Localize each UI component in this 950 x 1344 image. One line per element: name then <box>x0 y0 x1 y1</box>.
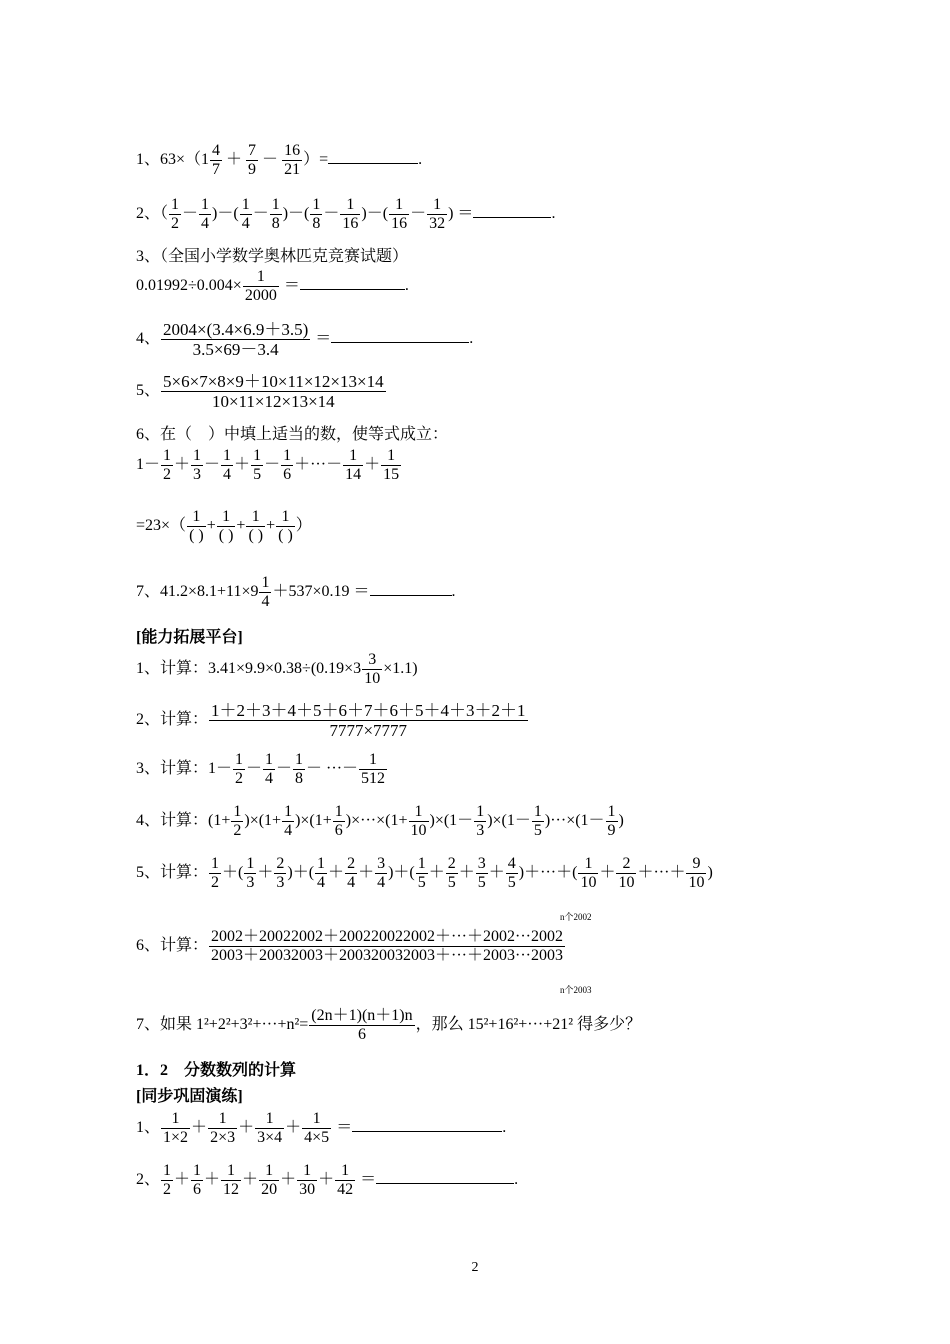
frac-num: 1 <box>284 803 293 820</box>
frac-num: (2n＋1)(n＋1)n <box>311 1007 413 1024</box>
r2-lead: 2、 <box>136 1171 161 1189</box>
frac-den: 14 <box>345 465 362 483</box>
frac-den: 4 <box>261 592 270 610</box>
exercise-2: 2、 $\frac{1}{2}$ ＋ $\frac{1}{6}$ ＋ $\frac{1}{12}$ ＋ $\frac{1}{20}$ ＋ $\frac{1}{30}$ ＋ $\frac{1}{42}$ ＝ . <box>136 1162 519 1198</box>
problem-6b: =23×（ $\frac{1}{( )}$ + $\frac{1}{( )}$ + $\frac{1}{( )}$ + $\frac{1}{( )}$ ） <box>136 508 312 544</box>
frac-den: 5 <box>507 873 516 891</box>
period: . <box>469 330 474 348</box>
frac-den: 1×2 <box>163 1128 189 1146</box>
p1-tail: ）= <box>303 151 329 169</box>
frac-num: 1 <box>414 803 423 820</box>
frac-num: 1 <box>281 508 290 525</box>
frac-num: 1 <box>193 447 202 464</box>
q6-lead: 6、计算： <box>136 937 209 955</box>
frac-den: 6 <box>309 1025 414 1044</box>
frac-num: 1 <box>193 1162 202 1179</box>
frac-num: 1 <box>265 1162 274 1179</box>
frac-den: 10 <box>580 873 597 891</box>
problem-6-title: 6、在（ ）中填上适当的数，使等式成立： <box>136 426 449 443</box>
problem-5 <box>136 372 387 411</box>
frac-num: 1 <box>265 751 274 768</box>
frac-num: 1 <box>253 447 262 464</box>
frac-num: 1 <box>251 508 260 525</box>
frac-den: 2000 <box>244 286 277 304</box>
answer-blank <box>328 163 418 164</box>
q1-tail: ×1.1) <box>383 660 418 678</box>
frac-den: 10×11×12×13×14 <box>161 391 386 411</box>
q7-lead: 7、如果 1²+2²+3²+···+n²= <box>136 1016 309 1034</box>
frac-num: 1＋2＋3＋4＋5＋6＋7＋6＋5＋4＋3＋2＋1 <box>211 701 526 720</box>
frac-den: 3 <box>246 873 255 891</box>
frac-den: 2 <box>211 873 220 891</box>
section-heading-practice: [同步巩固演练] <box>136 1088 243 1105</box>
answer-blank <box>376 1183 514 1184</box>
frac-den: 10 <box>688 873 705 891</box>
frac-den: 5 <box>447 873 456 891</box>
question-2 <box>136 701 529 740</box>
q3-dots: － ···－ <box>306 760 359 778</box>
frac-den: 8 <box>295 769 304 787</box>
frac-num: 1 <box>223 447 232 464</box>
frac-num: 1 <box>261 574 270 591</box>
frac-num: 1 <box>283 447 292 464</box>
frac-num: 1 <box>312 196 321 213</box>
frac-num: 1 <box>395 196 404 213</box>
frac-den: 30 <box>299 1180 316 1198</box>
frac-den: 3 <box>276 873 285 891</box>
frac-den: 5 <box>533 821 542 839</box>
frac-num: 1 <box>341 1162 350 1179</box>
frac-den: 3 <box>193 465 202 483</box>
frac-den: 4 <box>347 873 356 891</box>
frac-den: 4 <box>317 873 326 891</box>
period: . <box>514 1171 519 1189</box>
problem-7 <box>136 574 456 611</box>
frac-den: 42 <box>337 1180 354 1198</box>
problem-3-title: 3、（全国小学数学奥林匹克竞赛试题） <box>136 248 409 265</box>
q2-lead: 2、计算： <box>136 711 209 729</box>
q1-lead: 1、计算：3.41×9.9×0.38÷(0.19×3 <box>136 660 362 678</box>
frac-num: 1 <box>171 196 180 213</box>
frac-num: 4 <box>212 142 221 159</box>
page-number: 2 <box>471 1260 479 1275</box>
frac-num: 1 <box>369 751 378 768</box>
frac-den: ( ) <box>189 526 204 544</box>
frac-den: 10 <box>618 873 635 891</box>
answer-blank <box>370 595 452 596</box>
answer-blank <box>331 342 469 343</box>
frac-num: 2 <box>447 855 456 872</box>
frac-num: 4 <box>507 855 516 872</box>
problem-3: 0.01992÷0.004× $\frac{1}{2000}$ ＝ . <box>136 268 409 304</box>
frac-den: 5 <box>417 873 426 891</box>
section-heading-extension: [能力拓展平台] <box>136 629 243 646</box>
frac-num: 1 <box>271 196 280 213</box>
frac-den: 3 <box>476 821 485 839</box>
q6-top-note: n个2002 <box>560 912 592 922</box>
frac-den: 21 <box>284 160 301 178</box>
section-heading-1-2: 1．2 分数数列的计算 <box>136 1062 297 1079</box>
frac-den: 2 <box>233 821 242 839</box>
frac-num: 1 <box>346 196 355 213</box>
frac-den: ( ) <box>278 526 293 544</box>
frac-den: 9 <box>248 160 257 178</box>
frac-num: 1 <box>163 1162 172 1179</box>
frac-den: ( ) <box>248 526 264 544</box>
exercise-1: 1、 $\frac{1}{1\times 2}$ ＋ $\frac{1}{2\times 3}$ ＋ $\frac{1}{3\times 4}$ ＋ $\frac{1}{4\times 5}$ ＝ . <box>136 1110 507 1146</box>
frac-num: 2 <box>276 855 285 872</box>
q3-lead: 3、计算：1－ <box>136 760 233 778</box>
question-6 <box>136 928 566 965</box>
frac-num: 2 <box>622 855 631 872</box>
frac-den: 4 <box>265 769 274 787</box>
frac-den: 2 <box>163 1180 172 1198</box>
frac-num: 1 <box>584 855 593 872</box>
frac-den: 4 <box>284 821 293 839</box>
frac-den: 2 <box>171 214 180 232</box>
frac-num: 1 <box>349 447 358 464</box>
problem-1: 1、63×（1 $\frac{4}{7}$ ＋ $\frac{7}{9}$ － $\frac{16}{21}$ ）= . <box>136 142 423 178</box>
frac-num: 1 <box>334 803 343 820</box>
frac-den: 2003＋20032003＋200320032003＋···＋2003···2003 <box>211 946 563 964</box>
frac-num: 1 <box>433 196 442 213</box>
frac-den: 4 <box>201 214 210 232</box>
frac-den: 7777×7777 <box>209 720 528 740</box>
frac-den: 2 <box>163 465 172 483</box>
q7-tail: ，那么 15²+16²+···+21² 得多少？ <box>415 1016 642 1034</box>
frac-num: 9 <box>692 855 701 872</box>
frac-num: 1 <box>607 803 616 820</box>
frac-den: 7 <box>212 160 221 178</box>
frac-num: 1 <box>233 803 242 820</box>
q6-bottom-note: n个2003 <box>560 985 592 995</box>
frac-den: 10 <box>364 669 381 687</box>
p7-lead: 7、41.2×8.1+11×9 <box>136 583 259 601</box>
frac-den: ( ) <box>218 526 234 544</box>
frac-num: 1 <box>218 1110 227 1127</box>
frac-num: 1 <box>227 1162 236 1179</box>
frac-num: 1 <box>417 855 426 872</box>
frac-den: 5 <box>477 873 486 891</box>
frac-num: 1 <box>312 1110 321 1127</box>
frac-den: 9 <box>607 821 616 839</box>
frac-num: 1 <box>295 751 304 768</box>
answer-blank <box>300 289 405 290</box>
frac-num: 3 <box>368 651 377 668</box>
frac-num: 7 <box>248 142 257 159</box>
frac-den: 6 <box>283 465 292 483</box>
frac-den: 8 <box>312 214 321 232</box>
period: . <box>404 277 409 295</box>
p4-lead: 4、 <box>136 330 161 348</box>
frac-num: 1 <box>317 855 326 872</box>
frac-den: 4 <box>377 873 386 891</box>
frac-den: 32 <box>429 214 446 232</box>
period: . <box>551 205 556 223</box>
frac-den: 2×3 <box>210 1128 236 1146</box>
frac-den: 16 <box>391 214 408 232</box>
frac-den: 4×5 <box>304 1128 330 1146</box>
p3-lead: 0.01992÷0.004× <box>136 277 242 295</box>
p2-lead: 2、（ <box>136 205 169 223</box>
problem-4: 4、 $\frac{2004\times(3.4\times 6.9+3.5)}{3.5\times 69-3.4}$ ＝ . <box>136 320 474 360</box>
p7-tail: ＋537×0.19 ＝ <box>272 583 370 601</box>
answer-blank <box>352 1131 502 1132</box>
frac-num: 2 <box>347 855 356 872</box>
frac-num: 1 <box>235 751 244 768</box>
p1-lead: 1、63×（1 <box>136 151 210 169</box>
frac-num: 1 <box>265 1110 274 1127</box>
question-4: 4、计算：(1+ $\frac{1}{2}$ )×(1+ $\frac{1}{4}$ )×(1+ $\frac{1}{6}$ )×···×(1+ $\frac{1}{10}$ )×(1－ $\frac{1}{3}$ )×(1－ $\frac{1}{5}$ )···×(1－ $\frac{1}{9}$ ) <box>136 803 624 839</box>
frac-den: 512 <box>361 769 386 787</box>
frac-num: 1 <box>241 196 250 213</box>
frac-num: 1 <box>163 447 172 464</box>
frac-num: 2004×(3.4×6.9＋3.5) <box>163 320 309 339</box>
frac-den: 6 <box>193 1180 202 1198</box>
r1-lead: 1、 <box>136 1119 161 1137</box>
frac-num: 2002＋20022002＋200220022002＋···＋2002···2002 <box>211 928 563 945</box>
frac-num: 1 <box>387 447 396 464</box>
frac-den: 20 <box>261 1180 278 1198</box>
frac-den: 4 <box>223 465 232 483</box>
frac-num: 1 <box>201 196 210 213</box>
frac-den: 10 <box>410 821 427 839</box>
frac-den: 12 <box>223 1180 240 1198</box>
frac-num: 1 <box>256 268 265 285</box>
frac-den: 6 <box>334 821 343 839</box>
frac-num: 16 <box>284 142 301 159</box>
frac-den: 5 <box>253 465 262 483</box>
frac-den: 3×4 <box>257 1128 283 1146</box>
period: . <box>502 1119 507 1137</box>
frac-num: 3 <box>377 855 386 872</box>
frac-den: 2 <box>235 769 244 787</box>
q4-lead: 4、计算： <box>136 812 209 830</box>
question-3: 3、计算：1－ $\frac{1}{2}$ － $\frac{1}{4}$ － $\frac{1}{8}$ － ···－ $\frac{1}{512}$ <box>136 751 386 787</box>
period: . <box>451 583 456 601</box>
frac-den: 4 <box>241 214 250 232</box>
p6-lead: 1－ <box>136 456 161 474</box>
frac-num: 1 <box>476 803 485 820</box>
p5-lead: 5、 <box>136 382 161 400</box>
question-7 <box>136 1007 641 1044</box>
p6-lead2: =23×（ <box>136 517 187 535</box>
frac-den: 15 <box>383 465 400 483</box>
problem-2: 2、（ $\frac{1}{2}$ － $\frac{1}{4}$ )－( $\frac{1}{4}$ － $\frac{1}{8}$ )－( $\frac{1}{8}$ － $\frac{1}{16}$ )－( $\frac{1}{16}$ － $\frac{1}{32}$ ) ＝ . <box>136 196 556 232</box>
q5-lead: 5、计算： <box>136 864 209 882</box>
frac-num: 1 <box>303 1162 312 1179</box>
period: . <box>418 151 423 169</box>
frac-num: 1 <box>533 803 542 820</box>
frac-num: 5×6×7×8×9＋10×11×12×13×14 <box>163 372 384 391</box>
frac-den: 8 <box>271 214 280 232</box>
frac-den: 3.5×69－3.4 <box>161 339 310 359</box>
frac-num: 3 <box>477 855 486 872</box>
frac-num: 1 <box>211 855 220 872</box>
problem-6: 1－ $\frac{1}{2}$ ＋ $\frac{1}{3}$ － $\frac{1}{4}$ ＋ $\frac{1}{5}$ － $\frac{1}{6}$ ＋···－ $\frac{1}{14}$ ＋ $\frac{1}{15}$ <box>136 447 400 483</box>
frac-num: 1 <box>222 508 231 525</box>
frac-den: 16 <box>342 214 359 232</box>
p6-close: ） <box>295 517 312 535</box>
question-1 <box>136 651 418 688</box>
frac-num: 1 <box>246 855 255 872</box>
question-5: 5、计算： $\frac{1}{2}$ ＋( $\frac{1}{3}$ ＋ $\frac{2}{3}$ )＋( $\frac{1}{4}$ ＋ $\frac{2}{4}$ ＋ $\frac{3}{4}$ )＋( $\frac{1}{5}$ ＋ $\frac{2}{5}$ ＋ $\frac{3}{5}$ ＋ $\frac{4}{5}$ )＋···＋( $\frac{1}{10}$ ＋ $\frac{2}{10}$ ＋···＋ $\frac{9}{10}$ ) <box>136 855 713 891</box>
frac-num: 1 <box>171 1110 180 1127</box>
answer-blank <box>473 217 551 218</box>
frac-num: 1 <box>192 508 201 525</box>
